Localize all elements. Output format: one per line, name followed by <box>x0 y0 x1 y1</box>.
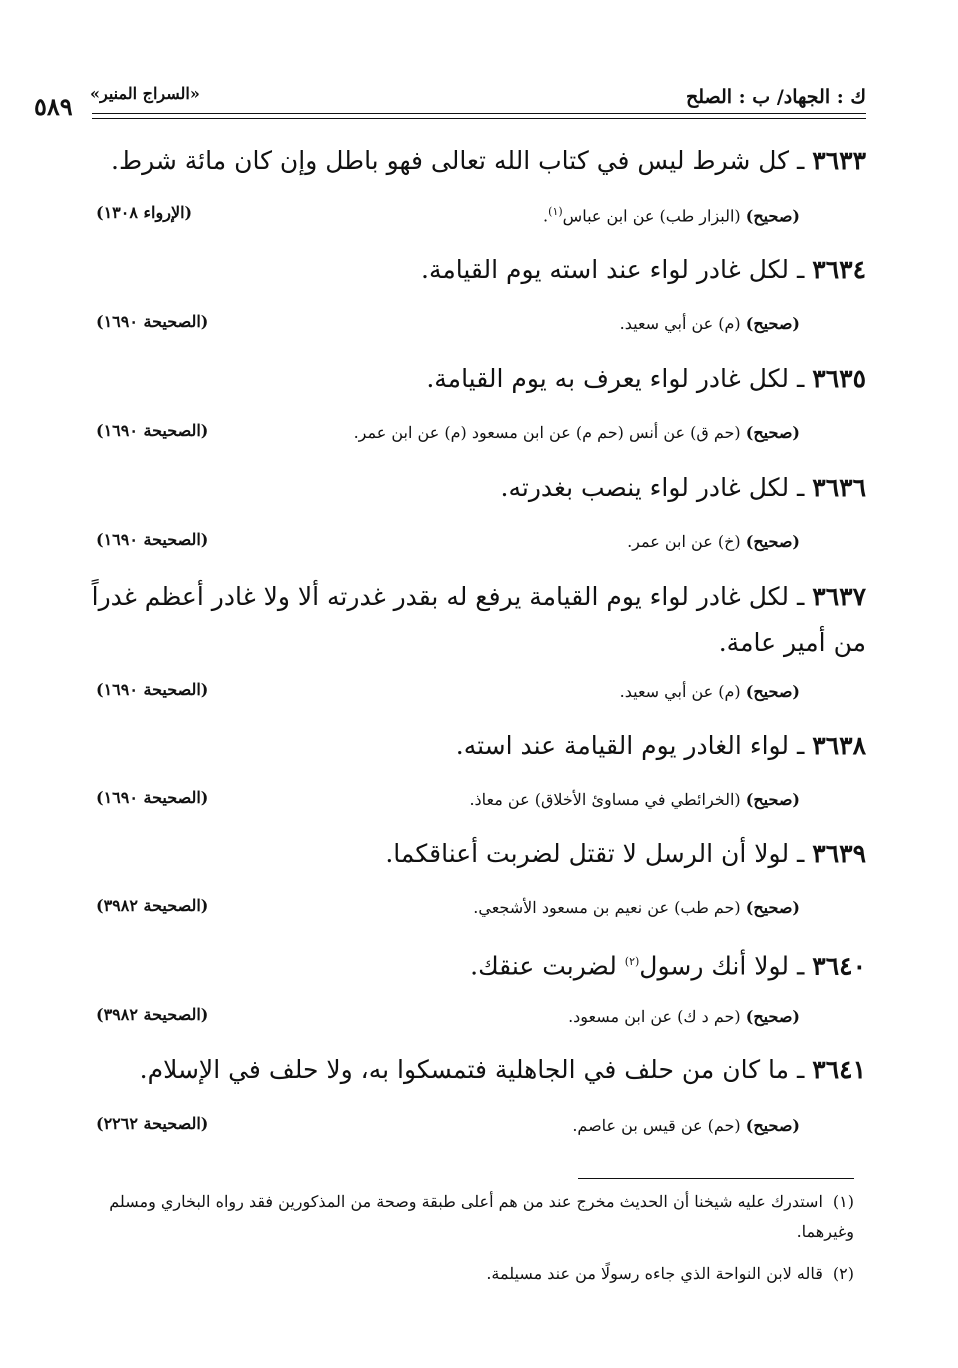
running-header-chapter: ك : الجهاد/ ب : الصلح <box>685 86 866 108</box>
hadith-source: (صحيح) (البزار طب) عن ابن عباس$^{(١)}$. <box>543 205 800 226</box>
hadith-reference: (الصحيحة ١٦٩٠) <box>96 788 209 807</box>
hadith-grade: (صحيح) <box>745 1116 800 1135</box>
hadith-grade: (صحيح) <box>745 682 800 701</box>
hadith-text: ٣٦٤٠ ـ لولا أنك رسول$^{(٢)}$ لضربت عنقك. <box>470 951 866 981</box>
hadith-number: ٣٦٤٠ <box>812 951 866 981</box>
header-rule <box>92 113 866 114</box>
hadith-reference: (الصحيحة ١٦٩٠) <box>96 680 209 699</box>
hadith-source: (صحيح) (حم) عن قيس بن عاصم. <box>572 1116 800 1135</box>
hadith-source: (صحيح) (م) عن أبي سعيد. <box>619 314 800 333</box>
hadith-text: ٣٦٣٧ ـ لكل غادر لواء يوم القيامة يرفع له بقدر غدرته ألا ولا غادر أعظم غدراً من أمير عامة. <box>91 582 866 657</box>
hadith-source: (صحيح) (حم د ك) عن ابن مسعود. <box>568 1007 800 1026</box>
hadith-number: ٣٦٣٣ <box>812 146 866 175</box>
hadith-text: ٣٦٤١ ـ ما كان من حلف في الجاهلية فتمسكوا به، ولا حلف في الإسلام. <box>139 1055 866 1084</box>
hadith-reference: (الصحيحة ١٦٩٠) <box>96 312 209 331</box>
hadith-reference: (الصحيحة ٣٩٨٢) <box>96 896 209 915</box>
hadith-body: ما كان من حلف في الجاهلية فتمسكوا به، ولا حلف في الإسلام. <box>139 1055 790 1084</box>
hadith-body: لكل غادر لواء ينصب بغدرته. <box>500 473 790 502</box>
hadith-grade: (صحيح) <box>745 532 800 551</box>
hadith-text: ٣٦٣٦ ـ لكل غادر لواء ينصب بغدرته. <box>500 473 866 502</box>
hadith-body: لكل غادر لواء يعرف به يوم القيامة. <box>426 364 790 393</box>
hadith-number: ٣٦٤١ <box>812 1055 866 1084</box>
hadith-number: ٣٦٣٩ <box>812 839 866 868</box>
hadith-grade: (صحيح) <box>745 314 800 333</box>
hadith-body: لكل غادر لواء يوم القيامة يرفع له بقدر غدرته ألا ولا غادر أعظم غدراً من أمير عامة. <box>91 582 866 657</box>
hadith-grade: (صحيح) <box>745 1007 800 1026</box>
hadith-text: ٣٦٣٥ ـ لكل غادر لواء يعرف به يوم القيامة. <box>426 364 866 393</box>
hadith-body: لولا أنك رسول <box>639 951 790 981</box>
running-header-book-title: «السراج المنير» <box>90 84 200 103</box>
page-number: ٥٨٩ <box>34 92 73 121</box>
hadith-number: ٣٦٣٦ <box>812 473 866 502</box>
hadith-number: ٣٦٣٥ <box>812 364 866 393</box>
hadith-body: كل شرط ليس في كتاب الله تعالى فهو باطل وإن كان مائة شرط. <box>111 146 790 175</box>
header-rule-secondary <box>92 118 866 119</box>
hadith-grade: (صحيح) <box>745 898 800 917</box>
hadith-body: لواء الغادر يوم القيامة عند استه. <box>455 731 790 760</box>
hadith-source: (صحيح) (الخرائطي في مساوئ الأخلاق) عن معاذ. <box>469 790 800 809</box>
hadith-text: ٣٦٣٩ ـ لولا أن الرسل لا تقتل لضربت أعناقكما. <box>385 839 866 868</box>
hadith-source: (صحيح) (خ) عن ابن عمر. <box>627 532 800 551</box>
hadith-source: (صحيح) (حم طب) عن نعيم بن مسعود الأشجعي. <box>473 898 800 917</box>
hadith-grade: (صحيح) <box>745 206 800 226</box>
footnote-separator <box>578 1178 854 1179</box>
hadith-reference: (الصحيحة ٢٢٦٢) <box>96 1114 209 1133</box>
hadith-grade: (صحيح) <box>745 790 800 809</box>
footnote-number: (١) <box>832 1192 854 1211</box>
hadith-source: (صحيح) (م) عن أبي سعيد. <box>619 682 800 701</box>
hadith-number: ٣٦٣٤ <box>812 255 866 284</box>
hadith-text: ٣٦٣٨ ـ لواء الغادر يوم القيامة عند استه. <box>455 731 866 760</box>
hadith-text: ٣٦٣٣ ـ كل شرط ليس في كتاب الله تعالى فهو باطل وإن كان مائة شرط. <box>111 146 866 175</box>
footnote-marker: (٢) <box>624 955 640 968</box>
hadith-reference: (الصحيحة ٣٩٨٢) <box>96 1005 209 1024</box>
hadith-reference: (الإرواء ١٣٠٨) <box>96 203 193 222</box>
hadith-reference: (الصحيحة ١٦٩٠) <box>96 421 209 440</box>
hadith-reference: (الصحيحة ١٦٩٠) <box>96 530 209 549</box>
hadith-body: لولا أن الرسل لا تقتل لضربت أعناقكما. <box>385 839 790 868</box>
hadith-grade: (صحيح) <box>745 423 800 442</box>
footnote-number: (٢) <box>832 1264 854 1283</box>
hadith-text: ٣٦٣٤ ـ لكل غادر لواء عند استه يوم القيامة. <box>421 255 866 284</box>
hadith-number: ٣٦٣٧ <box>812 582 866 611</box>
footnote-text: استدرك عليه شيخنا أن الحديث مخرج عند من هم أعلى طبقة وصحة من المذكورين فقد رواه البخاري ومسلم وغيرهما. <box>109 1192 854 1241</box>
hadith-number: ٣٦٣٨ <box>812 731 866 760</box>
footnote <box>486 1259 854 1289</box>
hadith-body: لكل غادر لواء عند استه يوم القيامة. <box>421 255 790 284</box>
footnote <box>94 1187 854 1247</box>
hadith-source: (صحيح) (حم ق) عن أنس (حم م) عن ابن مسعود (م) عن ابن عمر. <box>353 423 800 442</box>
footnote-marker: (١) <box>548 205 563 218</box>
footnote-text: قاله لابن النواحة الذي جاءه رسولًا من عند مسيلمة. <box>486 1264 823 1283</box>
